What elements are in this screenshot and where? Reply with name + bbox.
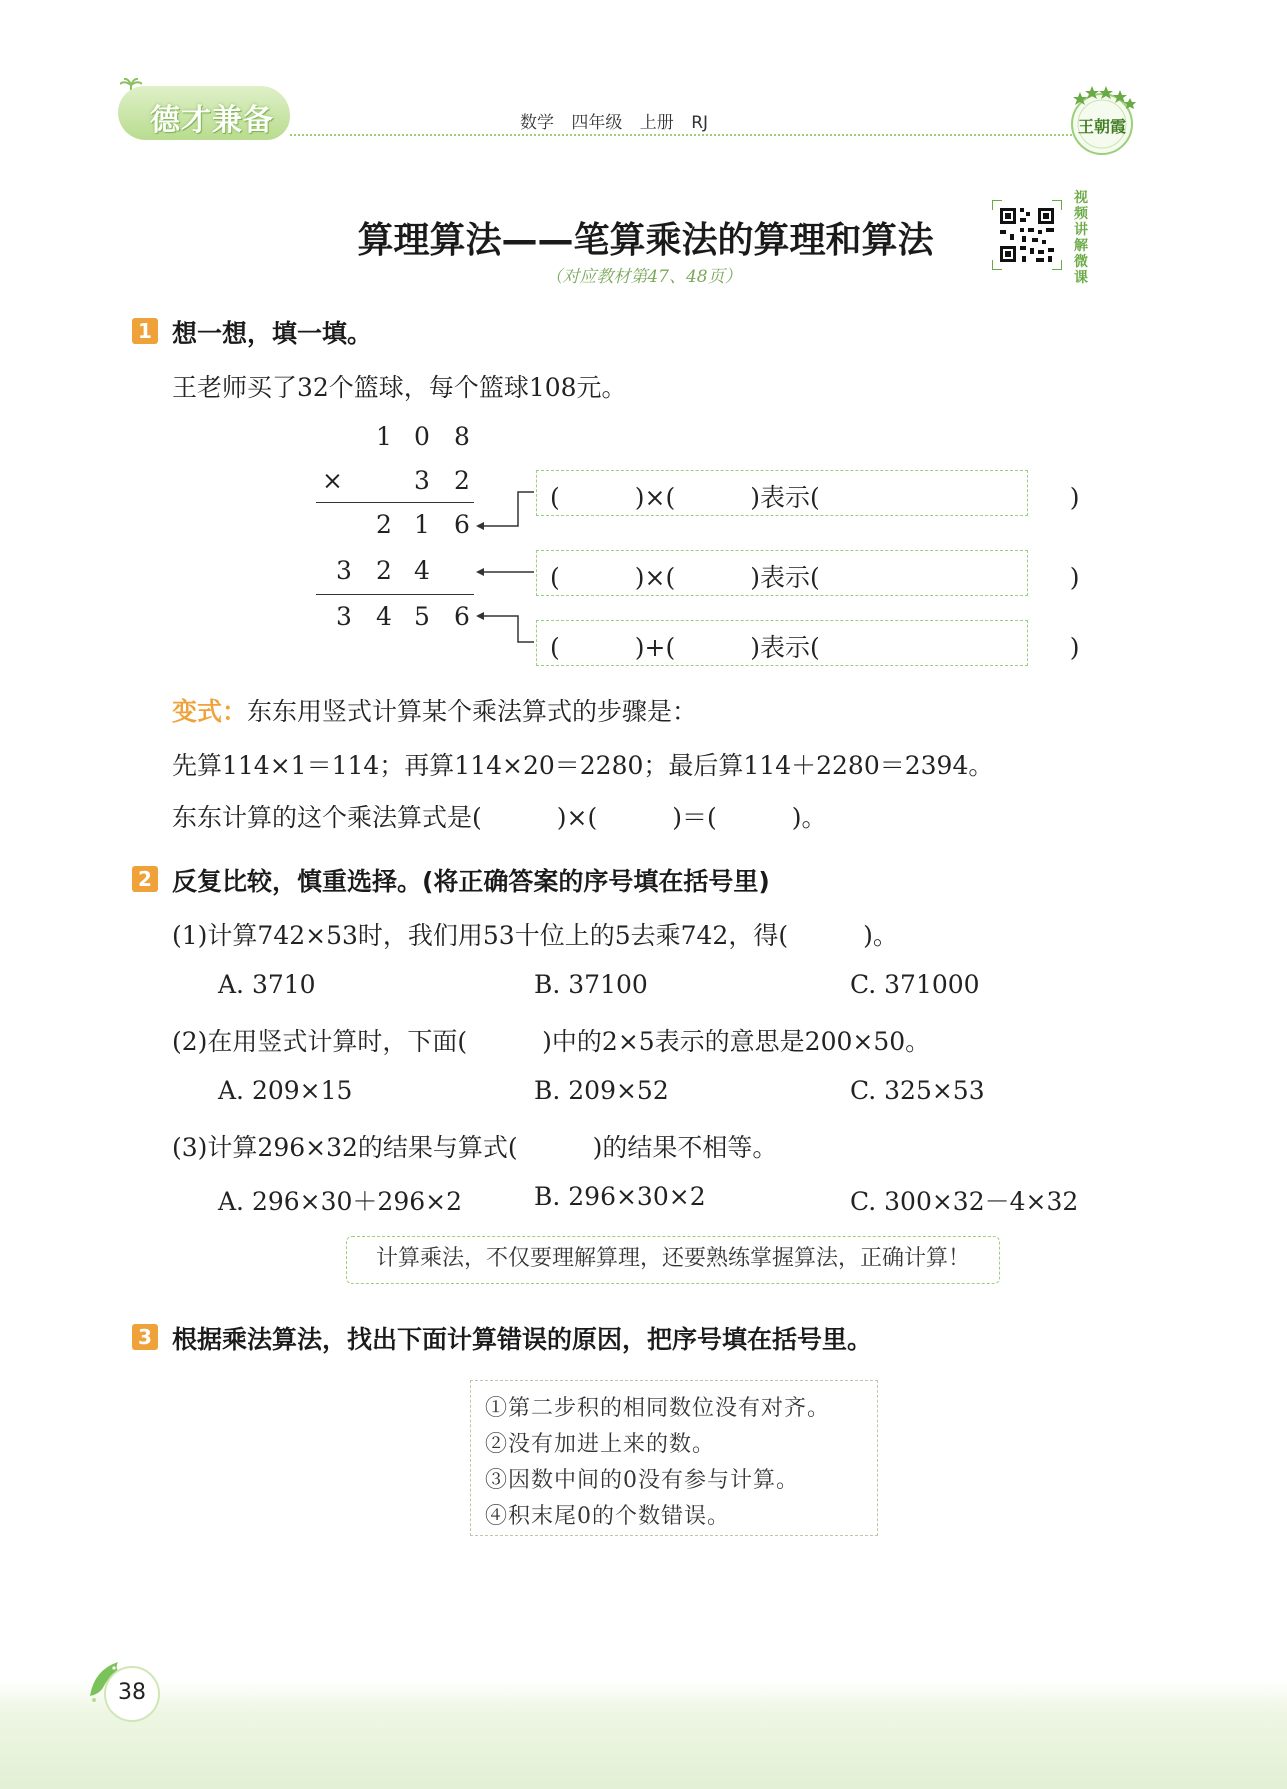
question-3: (3)计算296×32的结果与算式( )的结果不相等。 [172, 1133, 778, 1162]
calc-digit: 0 [414, 422, 430, 451]
calc-digit: 4 [376, 602, 392, 631]
calc-digit: 6 [454, 602, 470, 631]
reason-item: ②没有加进上来的数。 [485, 1432, 716, 1457]
calc-digit: 2 [376, 556, 392, 585]
page-number: 38 [118, 1680, 146, 1705]
section-1-intro: 王老师买了32个篮球，每个篮球108元。 [172, 373, 627, 402]
answer-box-2-text: ( )×( )表示( ) [550, 563, 1080, 592]
qr-code-icon[interactable] [992, 200, 1062, 270]
variant-question: 东东计算的这个乘法算式是( )×( )＝( )。 [172, 803, 827, 832]
reason-item: ④积末尾0的个数错误。 [485, 1504, 730, 1529]
q2-option-c[interactable]: C. 325×53 [850, 1076, 985, 1105]
calc-digit: 3 [336, 556, 352, 585]
q1-option-c[interactable]: C. 371000 [850, 970, 980, 999]
connector-arrows [474, 480, 538, 660]
author-seal-icon [1066, 80, 1138, 162]
page-title: 算理算法——笔算乘法的算理和算法 [357, 220, 934, 261]
section-1-title: 想一想，填一填。 [172, 319, 373, 348]
variant-line [172, 692, 697, 728]
q3-option-b[interactable]: B. 296×30×2 [534, 1182, 706, 1211]
answer-box-3-text: ( )+( )表示( ) [550, 633, 1080, 662]
variant-steps: 先算114×1＝114；再算114×20＝2280；最后算114＋2280＝2394。 [172, 751, 994, 780]
calc-digit: 1 [414, 510, 430, 539]
calc-rule-1 [316, 502, 474, 503]
section-1-number: 1 [132, 318, 158, 344]
question-1: (1)计算742×53时，我们用53十位上的5去乘742，得( )。 [172, 921, 898, 950]
reason-item: ①第二步积的相同数位没有对齐。 [485, 1396, 831, 1421]
reasons-box [470, 1380, 878, 1536]
times-sign: × [322, 466, 343, 495]
answer-box-1-text: ( )×( )表示( ) [550, 483, 1080, 512]
reason-item: ③因数中间的0没有参与计算。 [485, 1468, 799, 1493]
page-subtitle: （对应教材第47、48页） [545, 267, 742, 287]
calc-digit: 1 [376, 422, 392, 451]
calc-digit: 5 [414, 602, 430, 631]
footer-band [0, 1680, 1287, 1789]
q3-option-a[interactable]: A. 296×30＋296×2 [218, 1187, 462, 1216]
brand-logo [118, 86, 290, 140]
section-3-title: 根据乘法算法，找出下面计算错误的原因，把序号填在括号里。 [172, 1325, 873, 1354]
section-3-number: 3 [132, 1324, 158, 1350]
section-2-number: 2 [132, 866, 158, 892]
calc-digit: 2 [454, 466, 470, 495]
calc-digit: 6 [454, 510, 470, 539]
q2-option-b[interactable]: B. 209×52 [534, 1076, 669, 1105]
brand-logo-text: 德才兼备 [150, 103, 274, 138]
header-divider [290, 134, 1080, 136]
variant-text: 东东用竖式计算某个乘法算式的步骤是： [247, 697, 698, 726]
calc-digit: 3 [336, 602, 352, 631]
section-2-title: 反复比较，慎重选择。(将正确答案的序号填在括号里) [172, 867, 770, 896]
calc-rule-2 [316, 594, 474, 595]
variant-label: 变式： [172, 697, 248, 726]
q3-option-c[interactable]: C. 300×32－4×32 [850, 1187, 1079, 1216]
q1-option-b[interactable]: B. 37100 [534, 970, 648, 999]
q1-option-a[interactable]: A. 3710 [218, 970, 316, 999]
tip-box: 计算乘法，不仅要理解算理，还要熟练掌握算法，正确计算！ [346, 1236, 1000, 1284]
question-2: (2)在用竖式计算时，下面( )中的2×5表示的意思是200×50。 [172, 1027, 931, 1056]
q2-option-a[interactable]: A. 209×15 [218, 1076, 353, 1105]
seal-text: 王朝霞 [1077, 117, 1127, 136]
calc-digit: 8 [454, 422, 470, 451]
calc-digit: 3 [414, 466, 430, 495]
calc-digit: 4 [414, 556, 430, 585]
calc-digit: 2 [376, 510, 392, 539]
book-info: 数学 四年级 上册 RJ [520, 113, 709, 133]
qr-label: 视频讲解微课 [1074, 190, 1088, 286]
